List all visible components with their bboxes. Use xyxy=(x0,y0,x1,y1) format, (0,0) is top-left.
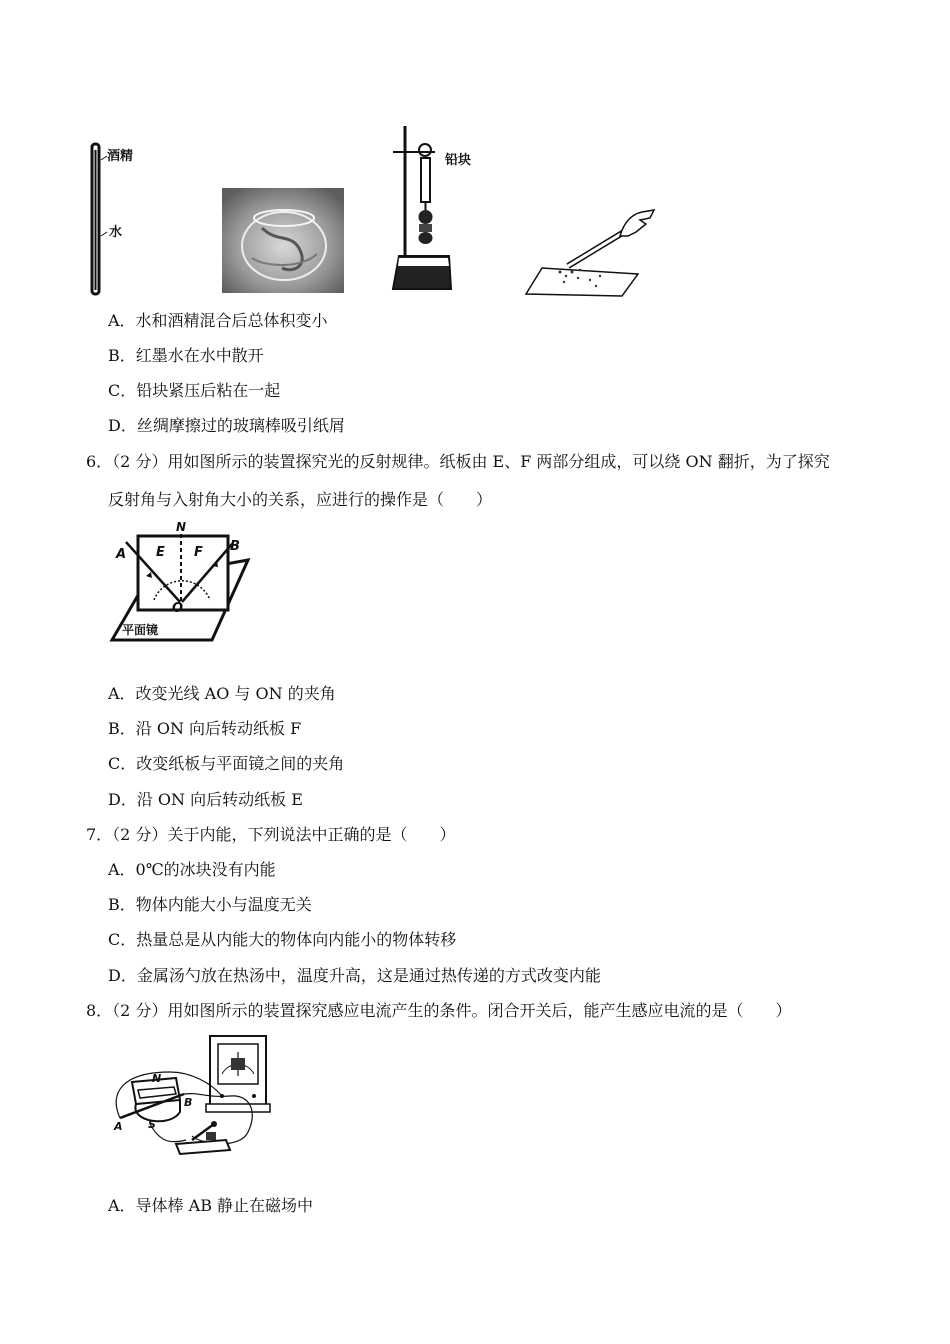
label-n: N xyxy=(152,1072,162,1085)
label-b: B xyxy=(184,1096,193,1109)
label-mirror: 平面镜 xyxy=(122,623,159,637)
label-e: E xyxy=(156,545,165,560)
q7-stem: 7．（2 分）关于内能，下列说法中正确的是（ ） xyxy=(86,825,456,844)
q6-option-b: B．沿 ON 向后转动纸板 F xyxy=(108,719,302,738)
label-o: O xyxy=(172,601,184,616)
q7-option-d: D．金属汤勺放在热汤中，温度升高，这是通过热传递的方式改变内能 xyxy=(108,966,601,985)
q6-figure-reflection xyxy=(108,520,258,648)
label-n: N xyxy=(176,520,187,534)
q5-figure-tube xyxy=(85,140,145,300)
label-s: S xyxy=(148,1118,156,1131)
q6-option-c: C．改变纸板与平面镜之间的夹角 xyxy=(108,754,345,773)
q6-stem-line1: 6．（2 分）用如图所示的装置探究光的反射规律。纸板由 E、F 两部分组成，可以绕 ON 翻折，为了探究 xyxy=(86,452,830,471)
label-alcohol: 酒精 xyxy=(107,149,134,164)
q5-option-b: B．红墨水在水中散开 xyxy=(108,346,264,365)
q5-option-d: D．丝绸摩擦过的玻璃棒吸引纸屑 xyxy=(108,416,345,435)
q6-stem-line2: 反射角与入射角大小的关系，应进行的操作是（ ） xyxy=(108,490,493,509)
label-a: A xyxy=(116,547,127,562)
q5-option-c: C．铅块紧压后粘在一起 xyxy=(108,381,281,400)
q6-option-d: D．沿 ON 向后转动纸板 E xyxy=(108,790,303,809)
q5-option-a: A．水和酒精混合后总体积变小 xyxy=(108,311,328,330)
label-b: B xyxy=(230,539,240,554)
q7-option-c: C．热量总是从内能大的物体向内能小的物体转移 xyxy=(108,930,457,949)
label-f: F xyxy=(194,545,203,560)
label-a: A xyxy=(114,1120,123,1133)
q7-option-b: B．物体内能大小与温度无关 xyxy=(108,895,312,914)
q5-figure-beaker-photo xyxy=(222,188,344,293)
q8-stem: 8．（2 分）用如图所示的装置探究感应电流产生的条件。闭合开关后，能产生感应电流的是（ ） xyxy=(86,1001,792,1020)
q8-option-a: A．导体棒 AB 静止在磁场中 xyxy=(108,1196,314,1215)
q5-figure-glass-rod xyxy=(520,192,660,298)
q8-figure-induction xyxy=(110,1032,280,1160)
q6-option-a: A．改变光线 AO 与 ON 的夹角 xyxy=(108,684,336,703)
label-lead-block: 铅块 xyxy=(445,153,472,168)
q7-option-a: A．0℃的冰块没有内能 xyxy=(108,860,276,879)
label-water: 水 xyxy=(109,225,123,240)
q5-figure-lead-blocks xyxy=(385,124,485,296)
